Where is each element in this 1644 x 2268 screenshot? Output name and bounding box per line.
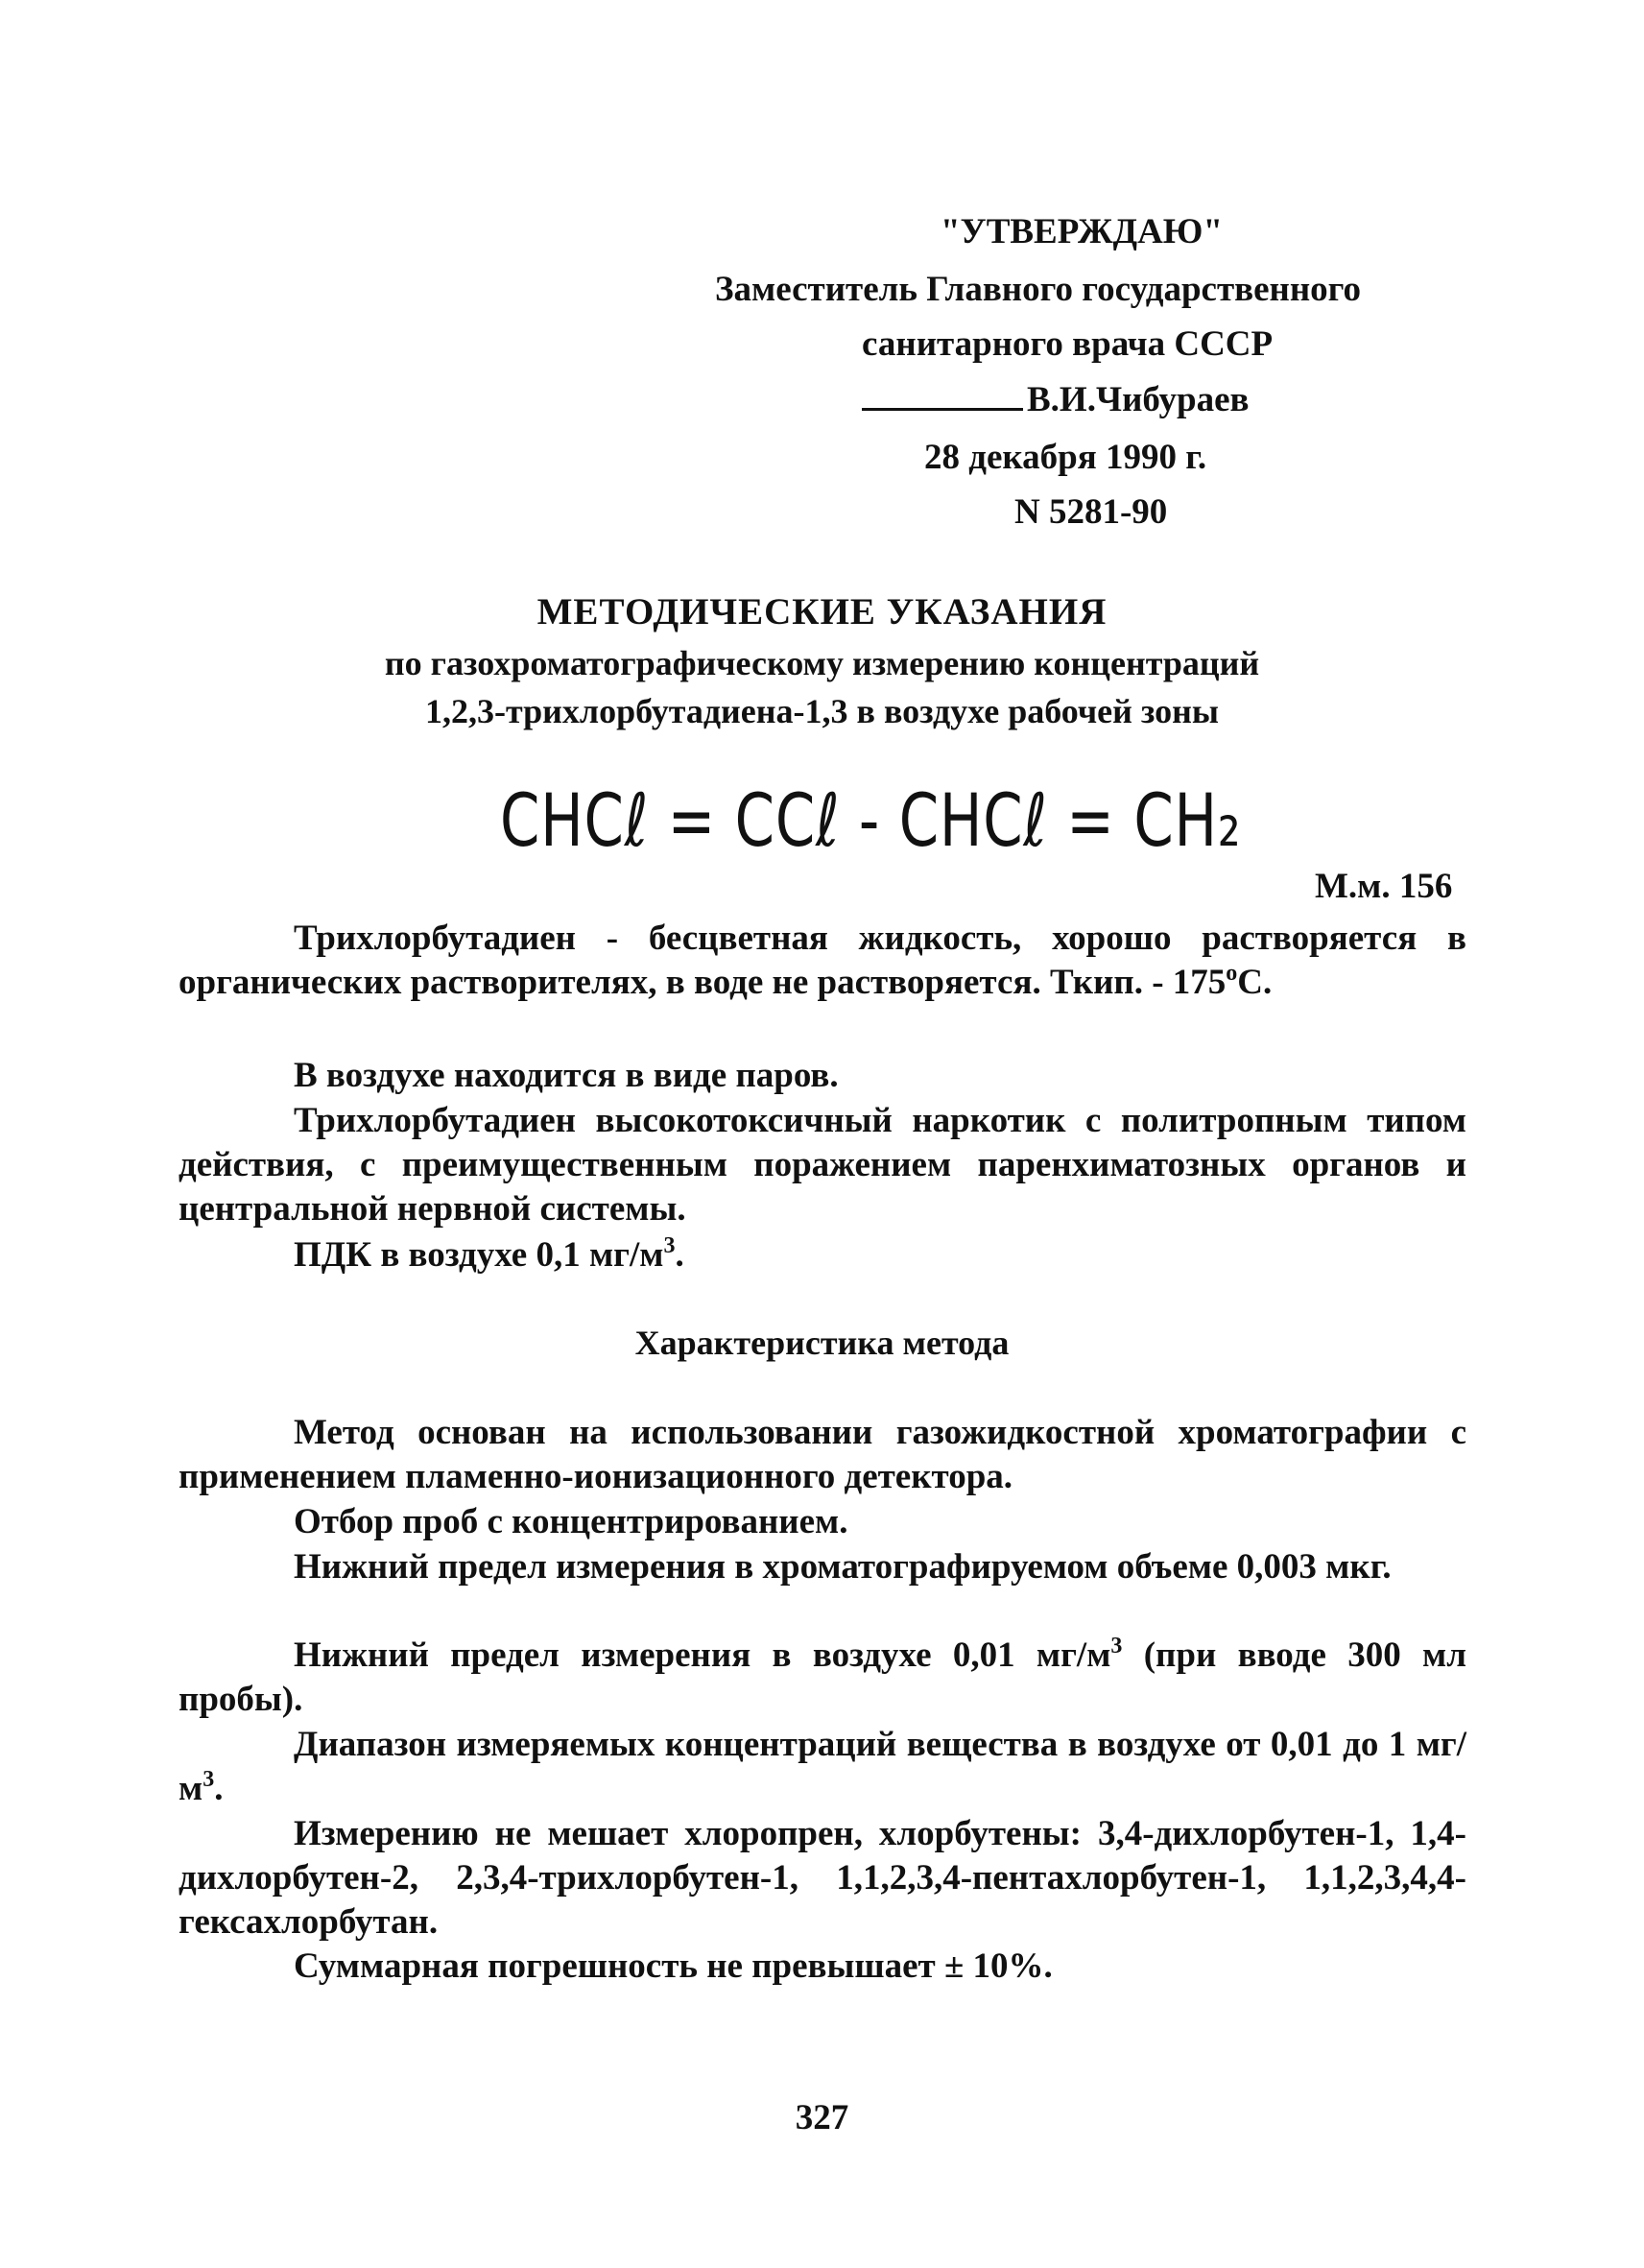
approval-position-line1: Заместитель Главного государственного xyxy=(715,270,1362,309)
signature-blank xyxy=(862,383,1023,411)
method-paragraph-6: Измерению не мешает хлоропрен, хлорбутены: 3,4-дихлорбутен-1, 1,4-дихлорбутен-2, 2,3,4-трихлорбутен-1, 1,1,2,3,4-пентахлорбутен-1, 1,1,2,3,4,4-гексахлорбутан. xyxy=(179,1814,1466,1942)
method-paragraph-7: Суммарная погрешность не превышает ± 10%. xyxy=(294,1946,1053,1986)
approval-number: N 5281-90 xyxy=(1014,492,1168,532)
method-p5-end: . xyxy=(214,1769,224,1808)
description-p4-end: . xyxy=(675,1235,684,1275)
approval-heading: "УТВЕРЖДАЮ" xyxy=(941,212,1223,251)
method-paragraph-4 xyxy=(179,1634,1466,1722)
method-p4-end: (при вводе 300 мл пробы). xyxy=(179,1635,1467,1719)
description-p4-text: ПДК в воздухе 0,1 мг/м xyxy=(294,1235,664,1275)
method-paragraph-5 xyxy=(179,1723,1466,1811)
chemical-formula-text: CHCℓ = CCℓ - CHCℓ = CH₂ xyxy=(500,777,1242,863)
document-subtitle-line2: 1,2,3-трихлорбутадиена-1,3 в воздухе рабочей зоны xyxy=(425,692,1219,730)
description-paragraph-2: В воздухе находится в виде паров. xyxy=(294,1056,839,1095)
superscript-3: 3 xyxy=(1110,1634,1123,1659)
description-paragraph-4 xyxy=(179,1233,1466,1277)
approval-position-line2: санитарного врача СССР xyxy=(862,324,1274,364)
method-p4-text: Нижний предел измерения в воздухе 0,01 мг/м xyxy=(294,1635,1111,1675)
document-title: МЕТОДИЧЕСКИЕ УКАЗАНИЯ xyxy=(536,591,1108,633)
document-subtitle-line1: по газохроматографическому измерению концентраций xyxy=(384,644,1260,682)
description-p1-text: Трихлорбутадиен - бесцветная жидкость, хорошо растворяется в органических растворителях, в воде не растворяется. Ткип. - 175 xyxy=(179,919,1466,1002)
approval-signatory: В.И.Чибураев xyxy=(1027,380,1250,419)
method-p5-text: Диапазон измеряемых концентраций вещества в воздухе от 0,01 до 1 мг/м xyxy=(179,1725,1466,1808)
chemical-formula xyxy=(500,777,1450,863)
approval-date: 28 декабря 1990 г. xyxy=(924,438,1207,477)
description-paragraph-3: Трихлорбутадиен высокотоксичный наркотик с политропным типом действия, с преимущественным поражением паренхиматозных органов и центральной нервной системы. xyxy=(179,1101,1466,1229)
method-paragraph-2: Отбор проб с концентрированием. xyxy=(294,1502,848,1541)
method-paragraph-3: Нижний предел измерения в хроматографируемом объеме 0,003 мкг. xyxy=(294,1547,1392,1587)
molecular-mass: М.м. 156 xyxy=(1315,867,1453,906)
method-heading: Характеристика метода xyxy=(634,1324,1010,1362)
description-p1-unit: С. xyxy=(1237,963,1273,1002)
page-number: 327 xyxy=(795,2098,849,2137)
method-paragraph-1: Метод основан на использовании газожидкостной хроматографии с применением пламенно-ионизационного детектора. xyxy=(179,1413,1466,1496)
superscript-3: 3 xyxy=(663,1233,676,1258)
approval-signature-line xyxy=(862,379,1250,420)
superscript-3: 3 xyxy=(203,1767,215,1792)
description-paragraph-1 xyxy=(179,917,1466,1005)
degree-sign: о xyxy=(1226,961,1238,986)
